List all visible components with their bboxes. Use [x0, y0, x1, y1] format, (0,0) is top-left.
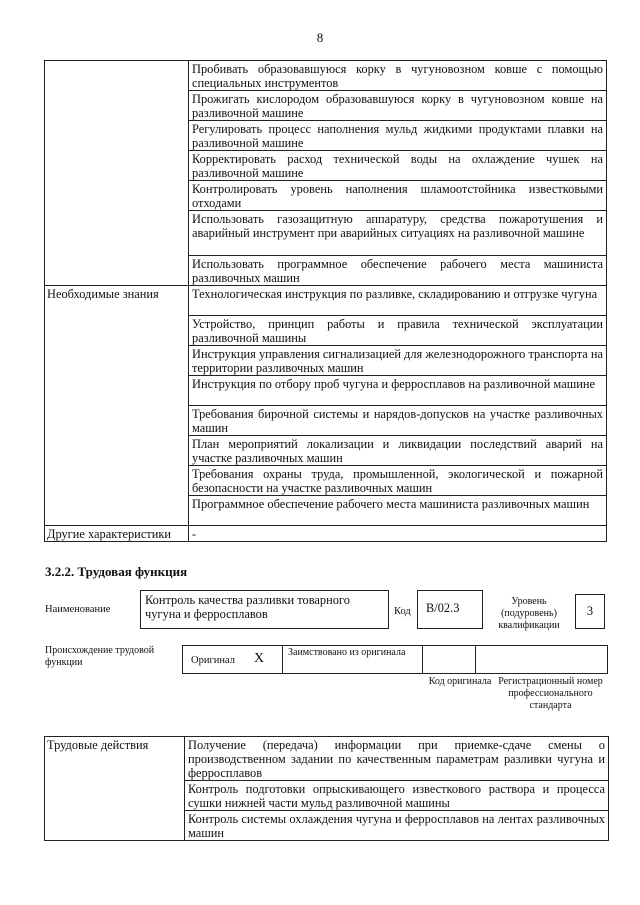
- row-text: Требования охраны труда, промышленной, экологической и пожарной безопасности на участке разливочных машин: [189, 466, 607, 496]
- code-value: В/02.3: [426, 601, 460, 615]
- row-text: Программное обеспечение рабочего места машиниста разливочных машин: [189, 496, 607, 526]
- row-text: Требования бирочной системы и нарядов-допусков на участке разливочных машин: [189, 406, 607, 436]
- row-text: Использовать газозащитную аппаратуру, средства пожаротушения и аварийный инструмент при аварийных ситуациях на разливочной машине: [189, 211, 607, 256]
- borrowed-label: Заимствовано из оригинала: [288, 647, 406, 658]
- function-name-box: [140, 590, 389, 629]
- table-row: [45, 61, 607, 91]
- row-text: Прожигать кислородом образовавшуюся корку в чугуновозном ковше на разливочной машине: [189, 91, 607, 121]
- original-mark: X: [254, 651, 265, 666]
- labor-action-text: Контроль системы охлаждения чугуна и ферросплавов на лентах разливочных машин: [185, 811, 609, 841]
- level-label: Уровень (подуровень) квалификации: [498, 596, 560, 631]
- row-text: Инструкция управления сигнализацией для железнодорожного транспорта на территории разливочных машин: [189, 346, 607, 376]
- section-heading: 3.2.2. Трудовая функция: [45, 564, 188, 579]
- row-text: Технологическая инструкция по разливке, складированию и отгрузке чугуна: [189, 286, 607, 316]
- function-name: Контроль качества разливки товарного чугуна и ферросплавов: [145, 593, 350, 621]
- row-text: Использовать программное обеспечение рабочего места машиниста разливочных машин: [189, 256, 607, 286]
- name-label: Наименование: [45, 604, 111, 615]
- row-label: [45, 61, 189, 286]
- skills-table: [44, 60, 607, 542]
- code-box: [417, 590, 483, 629]
- row-text: Пробивать образовавшуюся корку в чугуновозном ковше с помощью специальных инструментов: [189, 61, 607, 91]
- row-text: Корректировать расход технической воды на охлаждение чушек на разливочной машине: [189, 151, 607, 181]
- page-number: 8: [316, 30, 324, 45]
- row-text: -: [189, 526, 607, 542]
- row-text: Устройство, принцип работы и правила технической эксплуатации разливочной машины: [189, 316, 607, 346]
- table-row: [45, 737, 609, 781]
- row-text: Контролировать уровень наполнения шламоотстойника известковыми отходами: [189, 181, 607, 211]
- original-label: Оригинал: [191, 655, 235, 666]
- level-box: [575, 594, 605, 629]
- table-row: [45, 286, 607, 316]
- origin-row: [182, 645, 608, 674]
- code-label: Код: [394, 606, 411, 617]
- origin-label: Происхождение трудовой функции: [45, 645, 155, 668]
- labor-action-text: Контроль подготовки опрыскивающего известкового раствора и процесса сушки нижней части мульд разливочной машины: [185, 781, 609, 811]
- reg-number-caption: Регистрационный номер профессионального стандарта: [498, 676, 603, 711]
- row-label: Другие характеристики: [45, 526, 189, 542]
- row-text: План мероприятий локализации и ликвидации последствий аварий на участке разливочных машин: [189, 436, 607, 466]
- row-text: Регулировать процесс наполнения мульд жидкими продуктами плавки на разливочной машине: [189, 121, 607, 151]
- row-label: Необходимые знания: [45, 286, 189, 526]
- code-original-caption: Код оригинала: [428, 676, 492, 687]
- labor-actions-table: [44, 736, 609, 841]
- labor-actions-label: Трудовые действия: [45, 737, 185, 841]
- level-value: 3: [586, 604, 594, 618]
- row-text: Инструкция по отбору проб чугуна и ферросплавов на разливочной машине: [189, 376, 607, 406]
- labor-action-text: Получение (передача) информации при приемке-сдаче смены о производственном задании по качественным параметрам разливки чугуна и ферросплавов: [185, 737, 609, 781]
- table-row: [45, 526, 607, 542]
